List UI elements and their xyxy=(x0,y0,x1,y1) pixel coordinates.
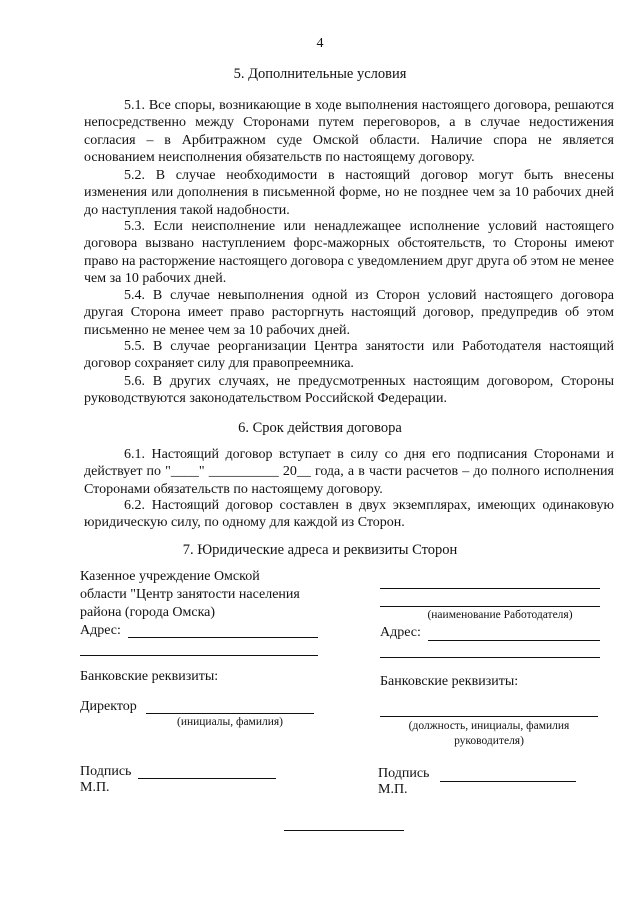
right-address-line xyxy=(428,640,600,641)
right-signature-label: Подпись xyxy=(378,766,430,781)
left-address-label: Адрес: xyxy=(80,623,121,638)
right-address-label: Адрес: xyxy=(380,625,421,640)
right-seal-label: М.П. xyxy=(378,782,408,797)
position-caption-2: руководителя) xyxy=(454,735,524,747)
right-signature-line xyxy=(440,781,576,782)
left-signature-line xyxy=(138,778,276,779)
clause-5-1: 5.1. Все споры, возникающие в ходе выполнения настоящего договора, решаются непосредственно между Сторонами путем переговоров, а в случае недостижения согласия – в Арбитражном суде Омской области. Наличие спора не является основанием неисполнения обязательств по настоящему договору. xyxy=(84,98,614,166)
section-6-heading: 6. Срок действия договора xyxy=(238,420,402,436)
position-caption-1: (должность, инициалы, фамилия xyxy=(408,720,570,732)
clause-5-6: 5.6. В других случаях, не предусмотренных настоящим договором, Стороны руководствуются законодательством Российской Федерации. xyxy=(84,374,614,407)
employer-name-line-1 xyxy=(380,588,600,589)
clause-6-2: 6.2. Настоящий договор составлен в двух экземплярах, имеющих одинаковую юридическую силу, по одному для каждой из Сторон. xyxy=(84,498,614,531)
clause-6-1: 6.1. Настоящий договор вступает в силу со дня его подписания Сторонами и действует по "____" __________ 20__ года, а в части расчетов – до полного исполнения Сторонами обязательств по настоящему договору. xyxy=(84,447,614,497)
center-name-line-1: Казенное учреждение Омской xyxy=(80,569,260,584)
clause-5-3: 5.3. Если неисполнение или ненадлежащее исполнение условий настоящего договора вызвано наступлением форс-мажорных обстоятельств, то Стороны имеют право на расторжение настоящего договора с уведомлением друг друга об этом не менее чем за 10 рабочих дней. xyxy=(84,219,614,287)
section-5-heading: 5. Дополнительные условия xyxy=(233,66,407,82)
left-address-line-2 xyxy=(80,655,318,656)
right-address-line-2 xyxy=(380,657,600,658)
left-signature-label: Подпись xyxy=(80,764,132,779)
clause-5-2: 5.2. В случае необходимости в настоящий договор могут быть внесены изменения или дополнения в письменной форме, но не позднее чем за 10 рабочих дней до наступления такой надобности. xyxy=(84,168,614,218)
director-caption: (инициалы, фамилия) xyxy=(176,716,284,728)
right-bank-label: Банковские реквизиты: xyxy=(380,674,519,689)
left-address-line xyxy=(128,637,318,638)
page-number: 4 xyxy=(316,36,324,51)
clause-5-5: 5.5. В случае реорганизации Центра занятости или Работодателя настоящий договор сохраняет силу для правопреемника. xyxy=(84,339,614,372)
center-name-line-2: области "Центр занятости населения xyxy=(80,587,300,602)
section-7-heading: 7. Юридические адреса и реквизиты Сторон xyxy=(182,542,458,558)
clause-5-4: 5.4. В случае невыполнения одной из Сторон условий настоящего договора другая Сторона имеет право расторгнуть настоящий договор, предупредив об этом письменно не менее чем за 10 рабочих дней. xyxy=(84,288,614,338)
left-seal-label: М.П. xyxy=(80,780,110,795)
employer-name-line-2 xyxy=(380,606,600,607)
employer-caption: (наименование Работодателя) xyxy=(427,609,573,621)
center-name-line-3: района (города Омска) xyxy=(80,605,216,620)
director-label: Директор xyxy=(80,699,137,714)
position-line xyxy=(380,716,598,717)
footer-separator xyxy=(284,830,404,831)
left-bank-label: Банковские реквизиты: xyxy=(80,669,219,684)
director-line xyxy=(146,713,314,714)
